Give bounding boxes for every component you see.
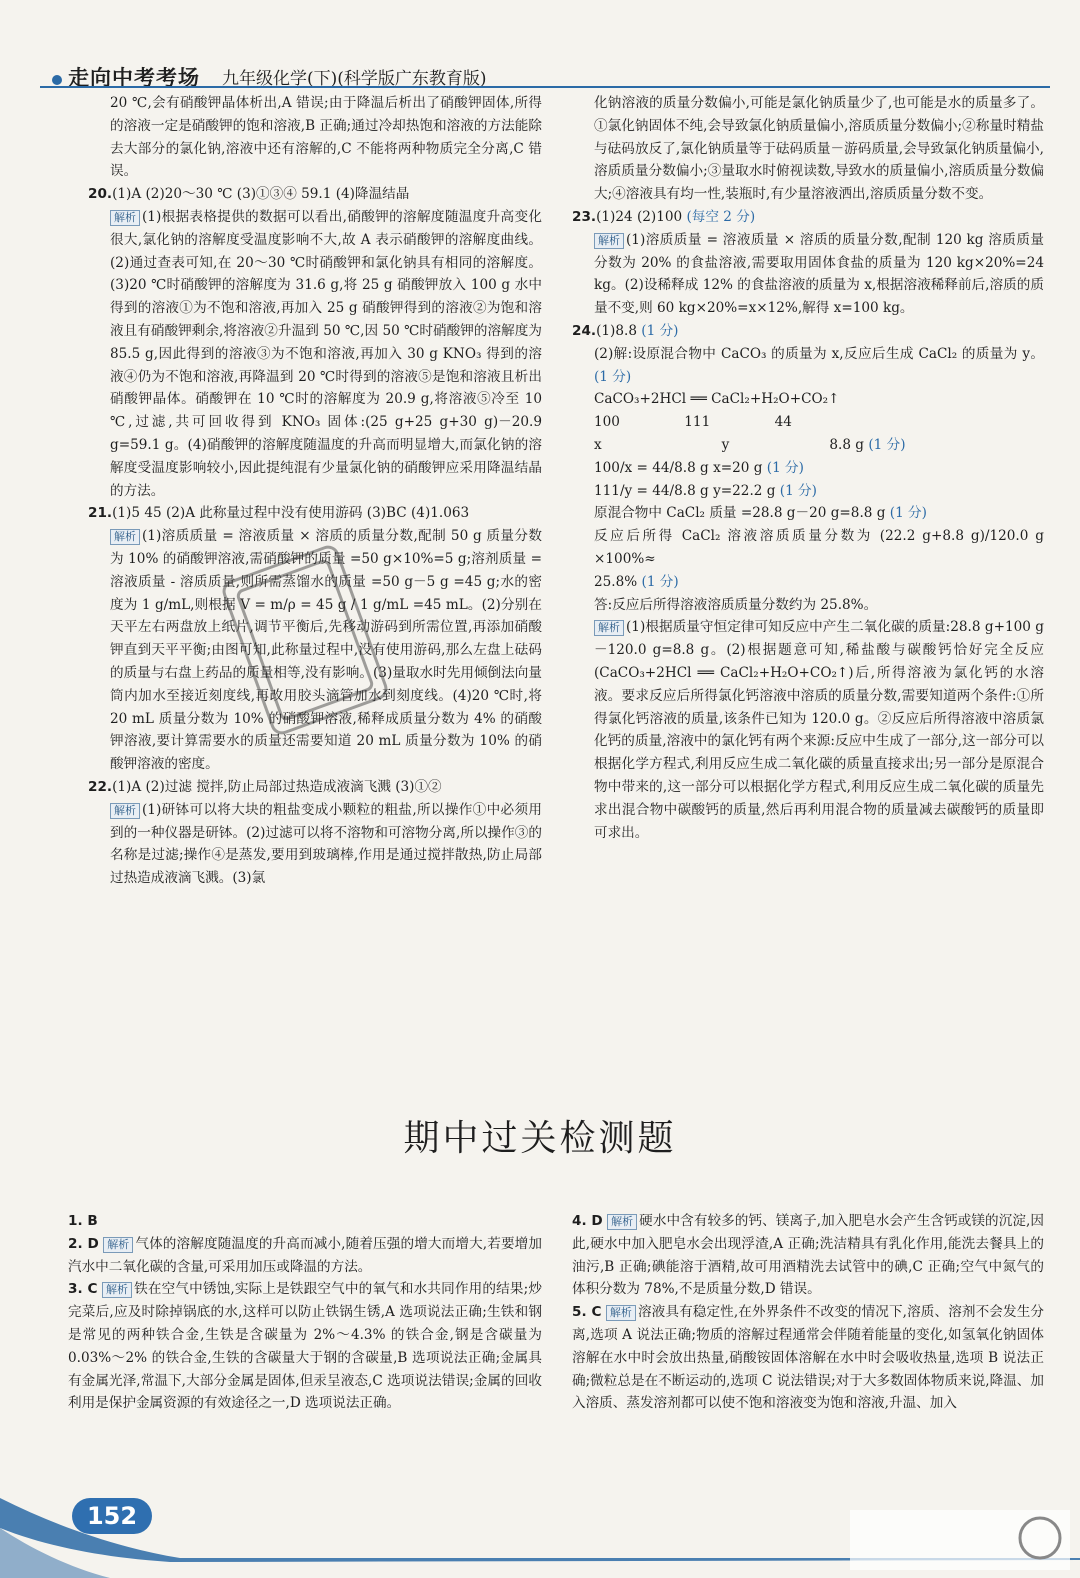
- analysis-tag: 解析: [102, 1282, 132, 1298]
- equation-row: x y 8.8 g (1 分): [594, 436, 906, 453]
- question-24: 24.(1)8.8 (1 分): [572, 322, 679, 339]
- explanation-23: 解析 (1)溶质质量 = 溶液质量 × 溶质的质量分数,配制 120 kg 溶质质量分数为 20% 的食盐溶液,需要取用固体食盐的质量为 120 kg×20%=24 kg。(2)设稀释成 12% 的食盐溶液的质量为 x,根据溶液稀释前后,溶质的质量不变,则 60 kg×20%=x×12%,解得 x=100 kg。: [594, 231, 1044, 317]
- explanation-22: 解析 (1)研钵可以将大块的粗盐变成小颗粒的粗盐,所以操作①中必须用到的一种仪器是研钵。(2)过滤可以将不溶物和可溶物分离,所以操作③的名称是过滤;操作④是蒸发,要用到玻璃棒,作用是通过搅拌散热,防止局部过热造成液滴飞溅。(3)氯: [110, 801, 542, 887]
- midterm-right-column: [572, 1210, 1044, 1415]
- proportion-2: 111/y = 44/8.8 g y=22.2 g (1 分): [594, 482, 817, 499]
- watermark-stamp: [205, 520, 405, 760]
- paragraph: 20 ℃,会有硝酸钾晶体析出,A 错误;由于降温后析出了硝酸钾固体,所得的溶液一定是硝酸钾的饱和溶液,B 正确;通过冷却热饱和溶液的方法能除去大部分的氯化钠,溶液中还有溶解的,C 不能将两种物质完全分离,C 错误。: [110, 95, 542, 180]
- analysis-tag: 解析: [594, 620, 624, 636]
- explanation-21: 解析 (1)溶质质量 = 溶液质量 × 溶质的质量分数,配制 50 g 质量分数为 10% 的硝酸钾溶液,需硝酸钾的质量 =50 g×10%=5 g;溶剂质量 = 溶液质量 - 溶质质量,则所需蒸馏水的质量 =50 g－5 g =45 g;水的密度为 1 g/mL,则根据 V = m/ρ = 45 g / 1 g/mL =45 mL。(2)分别在天平左右两盘放上纸片,调节平衡后,先移动游码到所需位置,再添加硝酸钾直到天平平衡;由图可知,此称量过程中,没有使用游码,那么左盘上砝码的质量与右盘上药品的质量相等,没有影响。(3)量取水时先用倾倒法向量筒内加水至接近刻度线,再改用胶头滴管加水到刻度线。(4)20 ℃时,将 20 mL 质量分数为 10% 的硝酸钾溶液,稀释成质量分数为 4% 的硝酸钾溶液,要计算需要水的质量还需要知道 20 mL 质量分数为 10% 的硝酸钾溶液的密度。: [110, 528, 542, 773]
- question-23: 23.(1)24 (2)100 (每空 2 分): [572, 208, 756, 225]
- midterm-q3: 3. C 解析 铁在空气中锈蚀,实际上是铁跟空气中的氧气和水共同作用的结果;炒完菜后,应及时除掉锅底的水,这样可以防止铁锅生锈,A 选项说法正确;生铁和钢是常见的两种铁合金,生铁是含碳量为 2%～4.3% 的铁合金,钢是含碳量为 0.03%～2% 的铁合金,生铁的含碳量大于钢的含碳量,B 选项说法正确;金属具有金属光泽,常温下,大部分金属是固体,但汞呈液态,C 选项说法错误;金属的回收利用是保护金属资源的有效途径之一,D 选项说法正确。: [68, 1281, 542, 1412]
- calc-line: 反应后所得 CaCl₂ 溶液溶质质量分数为 (22.2 g+8.8 g)/120.0 g ×100%≈: [594, 528, 1044, 567]
- corner-logo: [850, 1510, 1070, 1570]
- chemical-equation: CaCO₃+2HCl ══ CaCl₂+H₂O+CO₂↑: [594, 391, 840, 408]
- score-note: (1 分): [641, 322, 679, 339]
- proportion-1: 100/x = 44/8.8 g x=20 g (1 分): [594, 459, 804, 476]
- book-subtitle: 九年级化学(下)(科学版广东教育版): [222, 69, 487, 89]
- page-header: [30, 40, 1050, 90]
- calc-result: 25.8% (1 分): [594, 573, 679, 590]
- explanation-24: 解析 (1)根据质量守恒定律可知反应中产生二氧化碳的质量:28.8 g+100 g－120.0 g=8.8 g。(2)根据题意可知,稀盐酸与碳酸钙恰好完全反应(CaCO₃+2HCl ══ CaCl₂+H₂O+CO₂↑)后,所得溶液为氯化钙的水溶液。要求反应后所得氯化钙溶液中溶质的质量分数,需要知道两个条件:①所得氯化钙溶液的质量,该条件已知为 120.0 g。②反应后所得溶液中溶质氯化钙的质量,溶液中的氯化钙有两个来源:反应中生成了一部分,这一部分可以根据化学方程式,利用反应生成二氧化碳的质量直接求出;另一部分是原混合物中带来的,这一部分可以根据化学方程式,利用反应生成二氧化碳的质量先求出混合物中碳酸钙的质量,然后再利用混合物的质量减去碳酸钙的质量即可求出。: [594, 619, 1044, 841]
- score-note: (每空 2 分): [686, 208, 756, 225]
- analysis-tag: 解析: [607, 1214, 637, 1230]
- calc-line: 原混合物中 CaCl₂ 质量 =28.8 g－20 g=8.8 g (1 分): [594, 505, 927, 522]
- header-rule: [40, 86, 1050, 88]
- analysis-tag: 解析: [594, 233, 624, 249]
- midterm-q4: 4. D 解析 硬水中含有较多的钙、镁离子,加入肥皂水会产生含钙或镁的沉淀,因此,硬水中加入肥皂水会出现浮渣,A 正确;洗洁精具有乳化作用,能洗去餐具上的油污,B 正确;碘能溶于酒精,故可用酒精洗去试管中的碘,C 正确;空气中氮气的体积分数为 78%,不是质量分数,D 错误。: [572, 1213, 1045, 1298]
- question-20: 20.(1)A (2)20～30 ℃ (3)①③④ 59.1 (4)降温结晶: [88, 186, 410, 203]
- right-column: [572, 92, 1044, 844]
- answer-line: 答:反应后所得溶液溶质质量分数约为 25.8%。: [594, 596, 878, 613]
- analysis-tag: 解析: [110, 803, 140, 819]
- midterm-q1: 1. B: [68, 1213, 98, 1229]
- left-column: [88, 92, 542, 890]
- midterm-q2: 2. D 解析 气体的溶解度随温度的升高而减小,随着压强的增大而增大,若要增加汽水中二氧化碳的含量,可采用加压或降温的方法。: [68, 1235, 542, 1275]
- analysis-tag: 解析: [606, 1305, 636, 1321]
- analysis-tag: 解析: [110, 529, 140, 545]
- section-title: 期中过关检测题: [403, 1118, 677, 1159]
- paragraph: 化钠溶液的质量分数偏小,可能是氯化钠质量少了,也可能是水的质量多了。①氯化钠固体不纯,会导致氯化钠质量偏小,溶质质量分数偏小;②称量时精盐与砝码放反了,氯化钠质量等于砝码质量－游码质量,会导致氯化钠质量偏小,溶质质量分数偏小;③量取水时俯视读数,导致水的质量偏小,溶质质量分数偏大;④溶液具有均一性,装瓶时,有少量溶液洒出,溶质质量分数不变。: [594, 95, 1044, 203]
- equation-row: 100 111 44: [594, 414, 792, 431]
- midterm-left-column: [68, 1210, 542, 1415]
- analysis-tag: 解析: [110, 210, 140, 226]
- analysis-tag: 解析: [103, 1237, 133, 1253]
- solution-line: (2)解:设原混合物中 CaCO₃ 的质量为 x,反应后生成 CaCl₂ 的质量为 y。 (1 分): [594, 345, 1044, 385]
- page-number: 152: [72, 1498, 152, 1534]
- bullet-icon: [52, 75, 62, 85]
- series-logo: 走向中考考场: [52, 62, 200, 92]
- question-22: 22.(1)A (2)过滤 搅拌,防止局部过热造成液滴飞溅 (3)①②: [88, 778, 442, 795]
- explanation-20: 解析 (1)根据表格提供的数据可以看出,硝酸钾的溶解度随温度升高变化很大,氯化钠的溶解度受温度影响不大,故 A 表示硝酸钾的溶解度曲线。(2)通过查表可知,在 20～30 ℃时硝酸钾和氯化钠具有相同的溶解度。(3)20 ℃时硝酸钾的溶解度为 31.6 g,将 25 g 硝酸钾放入 100 g 水中得到的溶液①为不饱和溶液,再加入 25 g 硝酸钾得到的溶液②为饱和溶液且有硝酸钾剩余,将溶液②升温到 50 ℃,因 50 ℃时硝酸钾的溶解度为 85.5 g,因此得到的溶液③为不饱和溶液,再加入 30 g KNO₃ 得到的溶液④仍为不饱和溶液,再降温到 20 ℃时得到的溶液⑤是饱和溶液且析出硝酸钾晶体。硝酸钾在 10 ℃时的溶解度为 20.9 g,将溶液⑤冷至 10 ℃,过滤,共可回收得到 KNO₃ 固体:(25 g+25 g+30 g)－20.9 g=59.1 g。(4)硝酸钾的溶解度随温度的升高而明显增大,而氯化钠的溶解度受温度影响较小,因此提纯混有少量氯化钠的硝酸钾应采用降温结晶的方法。: [110, 208, 542, 499]
- midterm-q5: 5. C 解析 溶液具有稳定性,在外界条件不改变的情况下,溶质、溶剂不会发生分离,选项 A 说法正确;物质的溶解过程通常会伴随着能量的变化,如氢氧化钠固体溶解在水中时会放出热量,硝酸铵固体溶解在水中时会吸收热量,选项 B 说法正确;微粒总是在不断运动的,选项 C 说法错误;对于大多数固体物质来说,降温、加入溶质、蒸发溶剂都可以使不饱和溶液变为饱和溶液,升温、加入: [572, 1304, 1044, 1412]
- question-21: 21.(1)5 45 (2)A 此称量过程中没有使用游码 (3)BC (4)1.063: [88, 505, 470, 522]
